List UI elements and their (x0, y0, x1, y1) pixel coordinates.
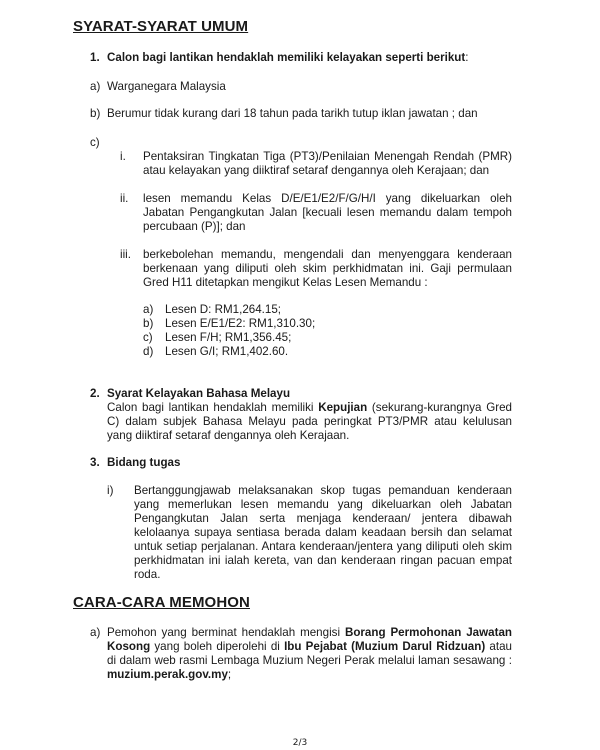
roman-i-mark: i. (120, 150, 126, 163)
roman-item-i (120, 150, 512, 177)
item-b-text: Berumur tidak kurang dari 18 tahun pada tarikh tutup iklan jawatan ; dan (107, 107, 478, 120)
item-3-title: Bidang tugas (107, 456, 181, 469)
apply-item-a (90, 626, 512, 681)
apply-a-mark: a) (90, 626, 101, 639)
salary-mark: a) (143, 303, 154, 316)
item-b-mark: b) (90, 107, 101, 120)
item-1-title: Calon bagi lantikan hendaklah memiliki kelayakan seperti berikut (107, 51, 466, 64)
item-a (90, 80, 226, 94)
roman-item-iii (120, 248, 512, 289)
apply-website: muzium.perak.gov.my (107, 668, 228, 681)
roman-ii-text: lesen memandu Kelas D/E/E1/E2/F/G/H/I yang dikeluarkan oleh Jabatan Pengangkutan Jalan [kecuali lesen memandu dalam tempoh percubaan (P)]; dan (143, 192, 512, 233)
apply-text: Pemohon yang berminat hendaklah mengisi (107, 626, 345, 639)
roman-iii-text: berkebolehan memandu, mengendali dan menyenggara kenderaan berkenaan yang diliputi oleh skim perkhidmatan ini. Gaji permulaan Gred H11 ditetapkan mengikut Kelas Lesen Memandu : (143, 248, 512, 289)
item-1-text (107, 51, 468, 65)
apply-office: Ibu Pejabat (Muzium Darul Ridzuan) (284, 640, 486, 653)
item-3-number: 3. (90, 456, 100, 469)
apply-text: yang boleh diperolehi di (150, 640, 285, 653)
roman-iii-mark: iii. (120, 248, 131, 261)
item-a-mark: a) (90, 80, 101, 93)
apply-text: atau di dalam web rasmi Lembaga Muzium Negeri Perak melalui laman sesawang : (107, 640, 512, 667)
item-1 (90, 51, 520, 65)
salary-text: Lesen F/H; RM1,356.45; (165, 331, 292, 344)
item-1-colon: : (465, 51, 469, 64)
item-a-text: Warganegara Malaysia (107, 80, 226, 93)
apply-text: ; (227, 668, 232, 681)
item-b (90, 107, 478, 121)
salary-text: Lesen G/I; RM1,402.60. (165, 345, 289, 358)
salary-text: Lesen D: RM1,264.15; (165, 303, 282, 316)
item-2-body (107, 401, 512, 443)
item-2 (90, 387, 512, 442)
heading-syarat-umum: SYARAT-SYARAT UMUM (73, 18, 249, 35)
salary-mark: d) (143, 345, 154, 358)
item-3-mark: i) (107, 484, 114, 497)
item-c-mark: c) (90, 136, 100, 149)
item-1-number: 1. (90, 51, 100, 64)
salary-item (143, 345, 289, 359)
salary-text: Lesen E/E1/E2: RM1,310.30; (165, 317, 316, 330)
heading-cara-memohon: CARA-CARA MEMOHON (73, 594, 250, 611)
item-2-text: (sekurang-kurangnya Gred C) dalam subjek Bahasa Melayu pada peringkat PT3/PMR atau kelulusan yang diiktiraf setaraf dengannya oleh Kerajaan. (107, 401, 512, 442)
salary-list (143, 303, 316, 359)
salary-item (143, 331, 292, 345)
item-3 (90, 456, 181, 470)
salary-item (143, 317, 316, 331)
item-2-bold: Kepujian (318, 401, 368, 414)
item-2-title: Syarat Kelayakan Bahasa Melayu (107, 387, 291, 400)
roman-item-ii (120, 192, 512, 233)
salary-mark: b) (143, 317, 154, 330)
roman-ii-mark: ii. (120, 192, 129, 205)
apply-form-name: Borang Permohonan Jawatan Kosong (107, 626, 512, 653)
item-3-text: Bertanggungjawab melaksanakan skop tugas pemanduan kenderaan yang memerlukan lesen memandu yang dikeluarkan oleh Jabatan Pengangkutan Jalan serta menjaga kenderaan/ jentera dibawah kelolaanya supaya sentiasa berada dalam keadaan bersih dan selamat untuk setiap perjalanan. Antara kenderaan/jentera yang diliputi oleh skim perkhidmatan ini ialah kereta, van dan kenderaan ringan pacuan empat roda. (134, 484, 512, 581)
page-number: 2/3 (292, 738, 308, 748)
salary-mark: c) (143, 331, 153, 344)
roman-i-text: Pentaksiran Tingkatan Tiga (PT3)/Penilaian Menengah Rendah (PMR) atau kelayakan yang diiktiraf setaraf dengannya oleh Kerajaan; dan (143, 150, 512, 177)
salary-item (143, 303, 282, 317)
item-2-number: 2. (90, 387, 100, 400)
item-3-duty (107, 484, 512, 581)
item-2-text: Calon bagi lantikan hendaklah memiliki (107, 401, 319, 414)
apply-a-text (107, 626, 512, 682)
